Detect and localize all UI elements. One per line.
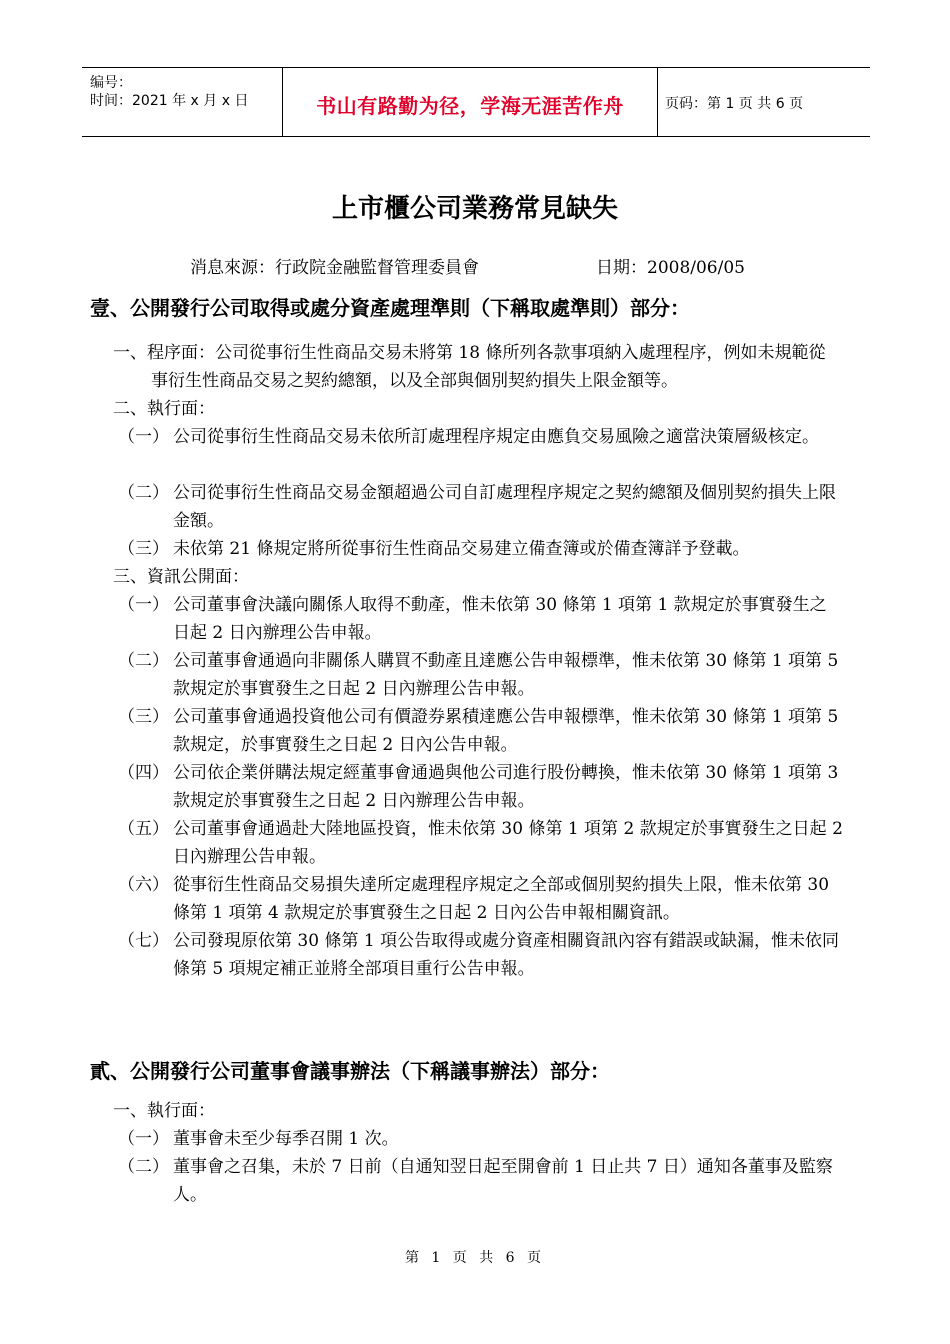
item-marker: （六）	[118, 875, 169, 895]
list-item	[113, 563, 843, 591]
motto-text: 书山有路勤为径，学海无涯苦作舟	[316, 94, 624, 118]
item-text: 資訊公開面：	[147, 567, 249, 587]
list-item	[113, 395, 843, 423]
list-item	[118, 423, 843, 451]
list-item	[118, 591, 843, 647]
item-text: 公司董事會通過投資他公司有價證券累積達應公告申報標準，惟未依第 30 條第 1 項第 5 款規定，於事實發生之日起 2 日內公告申報。	[173, 707, 839, 755]
list-item	[118, 759, 843, 815]
item-marker: （二）	[118, 1157, 169, 1177]
item-marker: （七）	[118, 931, 169, 951]
list-item	[118, 703, 843, 759]
item-text: 執行面：	[147, 399, 215, 419]
section-heading: 貳、公開發行公司董事會議事辦法（下稱議事辦法）部分：	[90, 1059, 610, 1083]
item-marker: 一、	[113, 1101, 147, 1121]
item-text: 公司依企業併購法規定經董事會通過與他公司進行股份轉換，惟未依第 30 條第 1 項第 3 款規定於事實發生之日起 2 日內辦理公告申報。	[173, 763, 839, 811]
list-item	[118, 1125, 843, 1153]
list-item	[118, 647, 843, 703]
item-marker: （三）	[118, 539, 169, 559]
document-title: 上市櫃公司業務常見缺失	[331, 194, 618, 224]
item-text: 未依第 21 條規定將所從事衍生性商品交易建立備查簿或於備查簿詳予登載。	[173, 539, 750, 559]
item-marker: （五）	[118, 819, 169, 839]
item-text: 董事會未至少每季召開 1 次。	[173, 1129, 399, 1149]
time-label: 时间：2021 年 x 月 x 日	[90, 93, 249, 109]
header-motto-cell	[282, 68, 658, 136]
page-footer: 第 1 页 共 6 页	[404, 1250, 546, 1266]
item-marker: （一）	[118, 1129, 169, 1149]
item-marker: （三）	[118, 707, 169, 727]
list-item	[118, 535, 843, 563]
item-marker: 二、	[113, 399, 147, 419]
item-marker: （一）	[118, 595, 169, 615]
number-label: 编号：	[90, 75, 132, 91]
item-marker: （二）	[118, 483, 169, 503]
item-text: 董事會之召集，未於 7 日前（自通知翌日起至開會前 1 日止共 7 日）通知各董事及監察人。	[173, 1157, 833, 1205]
list-item	[118, 815, 843, 871]
item-text: 公司董事會通過向非關係人購買不動產且達應公告申報標準，惟未依第 30 條第 1 項第 5 款規定於事實發生之日起 2 日內辦理公告申報。	[173, 651, 839, 699]
item-text: 公司從事衍生性商品交易未依所訂處理程序規定由應負交易風險之適當決策層級核定。	[173, 427, 819, 447]
item-text: 公司從事衍生性商品交易金額超過公司自訂處理程序規定之契約總額及個別契約損失上限金額。	[173, 483, 836, 531]
news-source: 消息來源：行政院金融監督管理委員會	[190, 258, 479, 278]
item-text: 公司發現原依第 30 條第 1 項公告取得或處分資產相關資訊內容有錯誤或缺漏，惟未依同條第 5 項規定補正並將全部項目重行公告申報。	[173, 931, 840, 979]
item-text-block: 一、程序面：公司從事衍生性商品交易未將第 18 條所列各款事項納入處理程序，例如未規範從事衍生性商品交易之契約總額，以及全部與個別契約損失上限金額等。	[113, 343, 826, 391]
list-item	[118, 1153, 843, 1209]
list-item	[118, 927, 843, 983]
item-text: 公司董事會通過赴大陸地區投資，惟未依第 30 條第 1 項第 2 款規定於事實發生之日起 2 日內辦理公告申報。	[173, 819, 843, 867]
item-text: 公司董事會決議向關係人取得不動產，惟未依第 30 條第 1 項第 1 款規定於事實發生之日起 2 日內辦理公告申報。	[173, 595, 827, 643]
list-item-body	[113, 339, 843, 395]
news-date: 日期：2008/06/05	[596, 258, 745, 278]
page-info: 页码：第 1 页 共 6 页	[665, 96, 804, 112]
list-item	[113, 1097, 843, 1125]
item-text: 執行面：	[147, 1101, 215, 1121]
item-text: 從事衍生性商品交易損失達所定處理程序規定之全部或個別契約損失上限，惟未依第 30 條第 1 項第 4 款規定於事實發生之日起 2 日內公告申報相關資訊。	[173, 875, 830, 923]
list-item	[118, 871, 843, 927]
item-marker: 三、	[113, 567, 147, 587]
header-meta-cell	[82, 68, 282, 136]
list-item	[118, 479, 843, 535]
section-heading: 壹、公開發行公司取得或處分資產處理準則（下稱取處準則）部分：	[90, 296, 690, 320]
header-table	[82, 67, 870, 137]
item-marker: （四）	[118, 763, 169, 783]
item-marker: （二）	[118, 651, 169, 671]
item-marker: （一）	[118, 427, 169, 447]
